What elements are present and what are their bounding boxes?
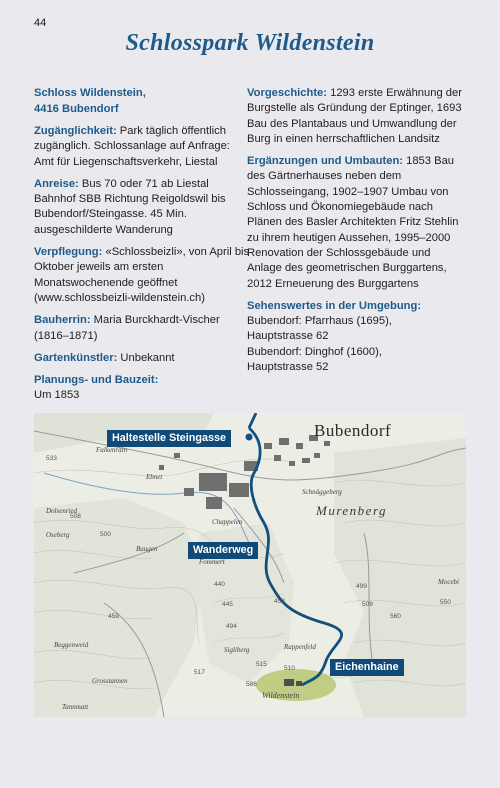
place-beggenweid: Beggenweid (54, 641, 89, 649)
place-sigliberg: Sigliberg (224, 646, 250, 654)
elevation-label: 560 (390, 613, 401, 620)
label-waypoint: Eichenhaine (330, 659, 404, 676)
place-falkenrain: Falkenrain (96, 446, 128, 454)
place-fommert: Fommert (199, 558, 225, 566)
place-dolsenried: Dolsenried (46, 507, 78, 515)
info-builder (34, 313, 252, 344)
info-history (247, 86, 467, 147)
info-label: Anreise: (34, 177, 79, 190)
address-line-2: 4416 Bubendorf (34, 102, 119, 115)
elevation-label: 533 (46, 455, 57, 462)
info-text: Um 1853 (34, 389, 80, 402)
place-tannmatt: Tannmatt (62, 703, 89, 711)
elevation-label: 550 (440, 599, 451, 606)
info-text: Park täglich öffentlich zugänglich. Schlossanlage auf Anfrage: Amt für Liegenschaftsverkehr, Liestal (34, 125, 230, 168)
place-schnaggeberg: Schnäggeberg (302, 488, 342, 496)
elevation-label: 586 (246, 681, 257, 688)
info-label: Planungs- und Bauzeit: (34, 374, 159, 387)
info-label: Sehenswertes in der Umgebung: (247, 299, 422, 312)
elevation-label: 510 (284, 665, 295, 672)
right-column (247, 86, 467, 382)
page-title: Schlosspark Wildenstein (125, 30, 375, 56)
info-text: Unbekannt (117, 351, 175, 364)
info-construction (34, 373, 252, 404)
info-label: Bauherrin: (34, 314, 91, 327)
place-chappelen: Chappelen (212, 518, 243, 526)
info-text: 1853 Bau des Gärtnerhauses neben dem Schlosseingang, 1902–1907 Umbau von Schloss und Ökonomiegebäude nach Plänen des Basler Architekten Fritz Stehlin zu ihrem heutigen Aussehen, 1995–2000 Renovation der Schlossgebäude und Anlage des geometrischen Burggartens, 2012 Erneuerung des Burggartens (247, 155, 459, 290)
elevation-label: 494 (226, 623, 237, 630)
info-sights (247, 299, 467, 375)
info-label: Ergänzungen und Umbauten: (247, 155, 403, 168)
place-rappenfeld: Rappenfeld (284, 643, 316, 651)
elevation-label: 500 (100, 531, 111, 538)
label-bus-stop: Haltestelle Steingasse (107, 430, 231, 447)
info-accessibility (34, 124, 252, 170)
left-column (34, 86, 252, 411)
info-travel (34, 177, 252, 238)
place-ebnet: Ebnet (146, 473, 163, 481)
elevation-label: 453 (274, 598, 285, 605)
bus-stop-marker (246, 434, 253, 441)
elevation-label: 509 (362, 601, 373, 608)
address-block (34, 86, 252, 117)
info-additions (247, 154, 467, 292)
place-grosstannen: Grosstannen (92, 677, 128, 685)
elevation-label: 517 (194, 669, 205, 676)
elevation-label: 499 (356, 583, 367, 590)
info-text: 1293 erste Erwähnung der Burgstelle als Gründung der Eptinger, 1693 Bau des Plantabaus und Umwandlung der Burg in einen herrschaftlichen Landsitz (247, 87, 462, 145)
elevation-label: 459 (108, 613, 119, 620)
info-label: Gartenkünstler: (34, 351, 118, 364)
place-mocebi: Mocebi (438, 578, 459, 586)
page-number: 44 (34, 17, 47, 29)
info-text: Bus 70 oder 71 ab Liestal Bahnhof SBB Richtung Reigoldswil bis Bubendorf/Steingasse. 45 Min. ausgeschilderte Wanderung (34, 177, 226, 236)
info-text: «Schlossbeizli», von April bis Oktober jeweils am ersten Monatswochenende geöffnet (www.schlossbeizli-wildenstein.ch) (34, 246, 250, 304)
address-line-1: Schloss Wildenstein, (34, 87, 146, 99)
place-murenberg: Murenberg (316, 503, 388, 518)
place-oseberg: Oseberg (46, 531, 70, 539)
elevation-label: 440 (214, 581, 225, 588)
elevation-label: 508 (70, 513, 81, 520)
place-bubendorf: Bubendorf (314, 421, 392, 440)
info-line: Bubendorf: Dinghof (1600), (247, 345, 382, 358)
info-label: Verpflegung: (34, 246, 103, 259)
elevation-label: 445 (222, 601, 233, 608)
elevation-label: 515 (256, 661, 267, 668)
route-map (34, 413, 466, 717)
info-line: Hauptstrasse 52 (247, 361, 329, 374)
info-label: Vorgeschichte: (247, 87, 327, 99)
info-text: Maria Burckhardt-Vischer (1816–1871) (34, 314, 220, 342)
place-baugen: Baugen (136, 545, 158, 553)
info-catering (34, 245, 252, 306)
info-line: Hauptstrasse 62 (247, 330, 329, 343)
label-route: Wanderweg (188, 542, 258, 559)
place-wildenstein: Wildenstein (262, 691, 300, 700)
info-garden-artist (34, 351, 252, 366)
info-line: Bubendorf: Pfarrhaus (1695), (247, 315, 392, 328)
info-label: Zugänglichkeit: (34, 125, 117, 137)
